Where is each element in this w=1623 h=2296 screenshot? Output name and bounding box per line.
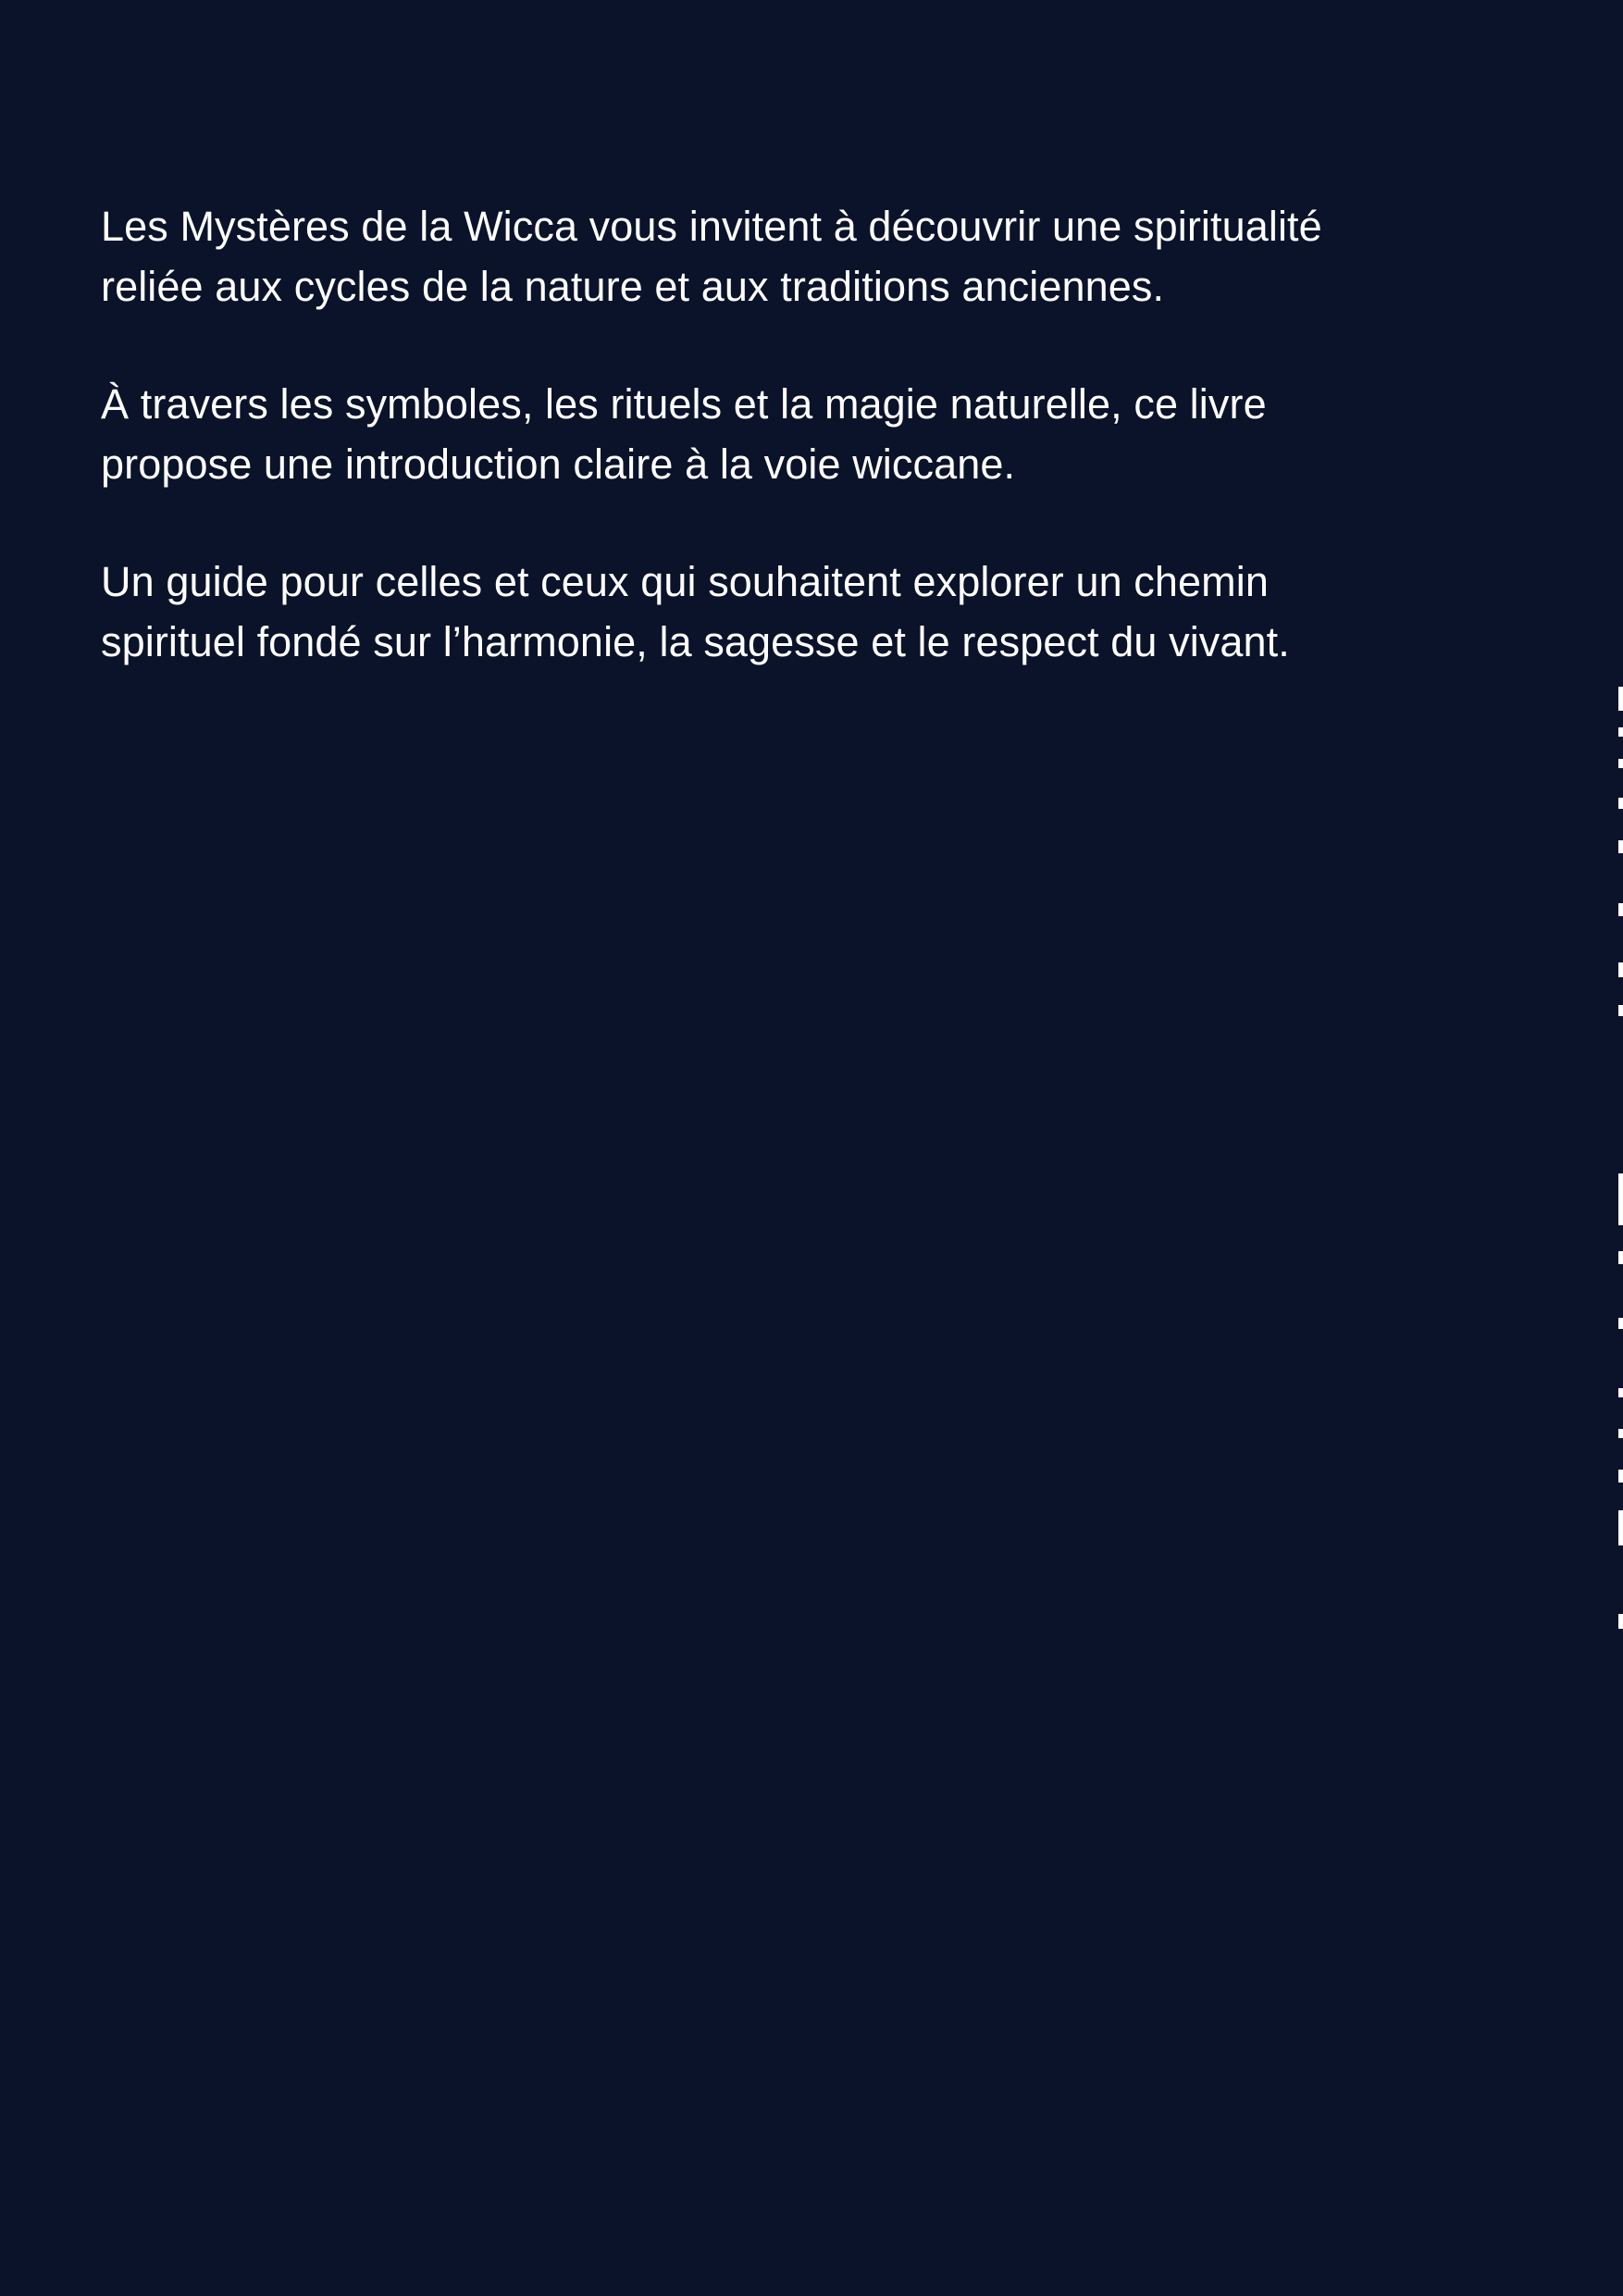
back-cover-blurb (101, 197, 1415, 672)
blurb-paragraph-2: À travers les symboles, les rituels et la magie naturelle, ce livre propose une introduction claire à la voie wiccane. (101, 380, 1267, 488)
blurb-paragraph-3: Un guide pour celles et ceux qui souhaitent explorer un chemin spirituel fondé sur l’harmonie, la sagesse et le respect du vivant. (101, 558, 1290, 665)
blurb-paragraph-1: Les Mystères de la Wicca vous invitent à découvrir une spiritualité reliée aux cycles de la nature et aux traditions anciennes. (101, 203, 1322, 310)
spine-text-edge (1617, 0, 1623, 2296)
